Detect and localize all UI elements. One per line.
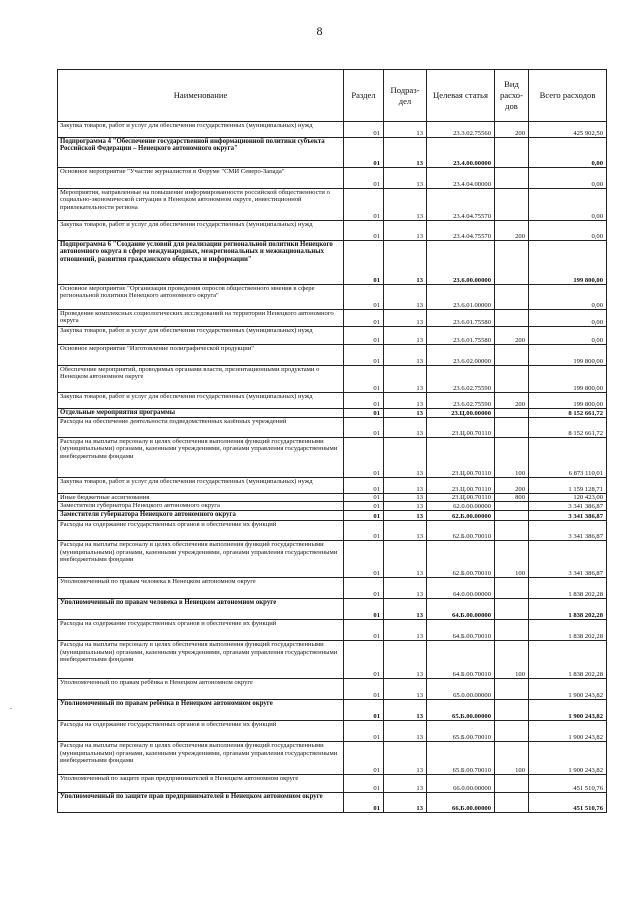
row-razdel: 01 bbox=[344, 366, 384, 393]
row-podrazdel: 13 bbox=[384, 285, 427, 310]
row-razdel: 01 bbox=[344, 721, 384, 742]
table-row bbox=[58, 327, 607, 345]
row-podrazdel: 13 bbox=[384, 168, 427, 189]
row-podrazdel: 13 bbox=[384, 418, 427, 438]
table-row bbox=[58, 285, 607, 310]
row-podrazdel: 13 bbox=[384, 345, 427, 366]
row-total: 1 838 202,28 bbox=[529, 620, 607, 641]
table-row bbox=[58, 502, 607, 511]
row-statya: 23.Ц.00.70110 bbox=[427, 478, 495, 494]
row-name: Расходы на обеспечение деятельности подведомственных казённых учреждений bbox=[58, 418, 344, 438]
row-name: Уполномоченный по правам ребёнка в Ненецком автономном округе bbox=[58, 679, 344, 700]
row-name: Подпрограмма 6 "Создание условий для реализации региональной политики Ненецкого автономного округа в сфере международных, межрегиональных и межнациональных отношений, развития гражданского общества и информации" bbox=[58, 241, 344, 285]
row-name: Основное мероприятие "Участие журналистов в Форуме "СМИ Северо-Запада" bbox=[58, 168, 344, 189]
row-razdel: 01 bbox=[344, 189, 384, 221]
row-vid: 800 bbox=[495, 494, 529, 502]
row-razdel: 01 bbox=[344, 393, 384, 409]
row-podrazdel: 13 bbox=[384, 641, 427, 679]
row-name: Подпрограмма 4 "Обеспечение государственной информационной политики субъекта Российской Федерации – Ненецкого автономного округа" bbox=[58, 138, 344, 168]
row-podrazdel: 13 bbox=[384, 679, 427, 700]
table-row bbox=[58, 775, 607, 793]
row-statya: 62.0.00.00000 bbox=[427, 502, 495, 511]
row-vid: 200 bbox=[495, 122, 529, 138]
row-razdel: 01 bbox=[344, 511, 384, 521]
row-name: Расходы на содержание государственных органов и обеспечение их функций bbox=[58, 620, 344, 641]
row-total: 8 152 661,72 bbox=[529, 409, 607, 418]
row-razdel: 01 bbox=[344, 310, 384, 327]
row-name: Основное мероприятие "Организация проведения опросов общественного мнения в сфере региональной политики Ненецкого автономного округа" bbox=[58, 285, 344, 310]
row-statya: 62.Б.00.00000 bbox=[427, 511, 495, 521]
row-razdel: 01 bbox=[344, 285, 384, 310]
row-vid: 200 bbox=[495, 221, 529, 241]
row-razdel: 01 bbox=[344, 478, 384, 494]
row-vid bbox=[495, 511, 529, 521]
row-statya: 66.0.00.00000 bbox=[427, 775, 495, 793]
row-podrazdel: 13 bbox=[384, 742, 427, 775]
row-vid bbox=[495, 241, 529, 285]
table-row bbox=[58, 599, 607, 620]
row-name: Заместители губернатора Ненецкого автономного округа bbox=[58, 502, 344, 511]
row-vid bbox=[495, 700, 529, 721]
row-razdel: 01 bbox=[344, 502, 384, 511]
row-name: Расходы на выплаты персоналу в целях обеспечения выполнения функций государственными (муниципальными) органами, казенными учреждениями, органами управления государственными внебюджетными фондами bbox=[58, 438, 344, 478]
row-razdel: 01 bbox=[344, 742, 384, 775]
row-podrazdel: 13 bbox=[384, 578, 427, 599]
row-podrazdel: 13 bbox=[384, 494, 427, 502]
row-vid: 100 bbox=[495, 742, 529, 775]
table-row bbox=[58, 418, 607, 438]
row-name: Отдельные мероприятия программы bbox=[58, 409, 344, 418]
table-row bbox=[58, 138, 607, 168]
row-razdel: 01 bbox=[344, 494, 384, 502]
header-name: Наименование bbox=[58, 70, 344, 122]
table-row bbox=[58, 742, 607, 775]
row-name: Расходы на выплаты персоналу в целях обеспечения выполнения функций государственными (муниципальными) органами, казенными учреждениями, органами управления государственными внебюджетными фондами bbox=[58, 541, 344, 578]
row-razdel: 01 bbox=[344, 641, 384, 679]
row-name: Закупка товаров, работ и услуг для обеспечения государственных (муниципальных) нужд bbox=[58, 478, 344, 494]
row-total: 1 838 202,28 bbox=[529, 599, 607, 620]
row-razdel: 01 bbox=[344, 620, 384, 641]
row-name: Расходы на содержание государственных органов и обеспечение их функций bbox=[58, 521, 344, 541]
row-vid bbox=[495, 679, 529, 700]
row-razdel: 01 bbox=[344, 775, 384, 793]
row-total: 199 800,00 bbox=[529, 366, 607, 393]
row-razdel: 01 bbox=[344, 138, 384, 168]
table-row bbox=[58, 168, 607, 189]
row-vid bbox=[495, 521, 529, 541]
row-podrazdel: 13 bbox=[384, 189, 427, 221]
row-vid bbox=[495, 721, 529, 742]
row-statya: 65.0.00.00000 bbox=[427, 679, 495, 700]
table-row bbox=[58, 620, 607, 641]
row-razdel: 01 bbox=[344, 438, 384, 478]
row-razdel: 01 bbox=[344, 221, 384, 241]
row-total: 0,00 bbox=[529, 189, 607, 221]
row-podrazdel: 13 bbox=[384, 122, 427, 138]
row-total: 120 423,00 bbox=[529, 494, 607, 502]
row-razdel: 01 bbox=[344, 327, 384, 345]
row-razdel: 01 bbox=[344, 418, 384, 438]
row-vid bbox=[495, 578, 529, 599]
row-razdel: 01 bbox=[344, 679, 384, 700]
table-row bbox=[58, 541, 607, 578]
row-statya: 64.Б.00.00000 bbox=[427, 599, 495, 620]
row-statya: 65.Б.00.70010 bbox=[427, 742, 495, 775]
row-total: 1 900 243,82 bbox=[529, 700, 607, 721]
row-total: 3 341 386,87 bbox=[529, 511, 607, 521]
row-total: 3 341 386,87 bbox=[529, 521, 607, 541]
row-name: Закупка товаров, работ и услуг для обеспечения государственных (муниципальных) нужд bbox=[58, 327, 344, 345]
row-podrazdel: 13 bbox=[384, 700, 427, 721]
row-razdel: 01 bbox=[344, 578, 384, 599]
row-vid: 100 bbox=[495, 641, 529, 679]
row-vid bbox=[495, 409, 529, 418]
row-statya: 23.6.00.00000 bbox=[427, 241, 495, 285]
row-razdel: 01 bbox=[344, 168, 384, 189]
row-podrazdel: 13 bbox=[384, 310, 427, 327]
table-header-row bbox=[58, 70, 607, 122]
row-total: 6 873 110,01 bbox=[529, 438, 607, 478]
row-total: 8 152 661,72 bbox=[529, 418, 607, 438]
row-name: Уполномоченный по правам человека в Ненецком автономном округе bbox=[58, 578, 344, 599]
row-total: 1 838 202,28 bbox=[529, 578, 607, 599]
row-vid bbox=[495, 775, 529, 793]
row-vid: 200 bbox=[495, 393, 529, 409]
row-name: Уполномоченный по защите прав предпринимателей в Ненецком автономном округе bbox=[58, 793, 344, 813]
row-podrazdel: 13 bbox=[384, 438, 427, 478]
row-statya: 64.0.00.00000 bbox=[427, 578, 495, 599]
row-vid bbox=[495, 138, 529, 168]
table-row bbox=[58, 521, 607, 541]
row-vid bbox=[495, 793, 529, 813]
row-total: 1 900 243,82 bbox=[529, 679, 607, 700]
row-statya: 23.6.01.00000 bbox=[427, 285, 495, 310]
row-razdel: 01 bbox=[344, 345, 384, 366]
row-podrazdel: 13 bbox=[384, 138, 427, 168]
row-podrazdel: 13 bbox=[384, 793, 427, 813]
row-statya: 64.Б.00.70010 bbox=[427, 620, 495, 641]
row-name: Мероприятия, направленные на повышение информированности российской общественности о социально-экономической ситуации в Ненецком автономном округе, инвестиционной привлекательности региона bbox=[58, 189, 344, 221]
row-name: Уполномоченный по защите прав предпринимателей в Ненецком автономном округе bbox=[58, 775, 344, 793]
row-total: 0,00 bbox=[529, 138, 607, 168]
row-total: 0,00 bbox=[529, 310, 607, 327]
row-podrazdel: 13 bbox=[384, 511, 427, 521]
row-statya: 23.4.00.00000 bbox=[427, 138, 495, 168]
row-podrazdel: 13 bbox=[384, 599, 427, 620]
row-statya: 23.6.01.75580 bbox=[427, 310, 495, 327]
row-vid bbox=[495, 285, 529, 310]
row-vid bbox=[495, 310, 529, 327]
row-razdel: 01 bbox=[344, 122, 384, 138]
table-row bbox=[58, 721, 607, 742]
header-podrazdel: Подраз-дел bbox=[384, 70, 427, 122]
row-statya: 23.6.01.75580 bbox=[427, 327, 495, 345]
row-podrazdel: 13 bbox=[384, 502, 427, 511]
row-name: Закупка товаров, работ и услуг для обеспечения государственных (муниципальных) нужд bbox=[58, 221, 344, 241]
row-razdel: 01 bbox=[344, 599, 384, 620]
row-podrazdel: 13 bbox=[384, 541, 427, 578]
row-statya: 65.Б.00.70010 bbox=[427, 721, 495, 742]
row-statya: 23.6.02.75590 bbox=[427, 366, 495, 393]
row-name: Основное мероприятие "Изготовление полиграфической продукции" bbox=[58, 345, 344, 366]
table-row bbox=[58, 641, 607, 679]
table-row bbox=[58, 438, 607, 478]
table-body bbox=[58, 122, 607, 813]
row-name: Заместители губернатора Ненецкого автономного округа bbox=[58, 511, 344, 521]
row-statya: 23.4.04.00000 bbox=[427, 168, 495, 189]
row-name: Уполномоченный по правам ребёнка в Ненецком автономном округе bbox=[58, 700, 344, 721]
row-name: Уполномоченный по правам человека в Ненецком автономном округе bbox=[58, 599, 344, 620]
row-podrazdel: 13 bbox=[384, 620, 427, 641]
row-name: Закупка товаров, работ и услуг для обеспечения государственных (муниципальных) нужд bbox=[58, 122, 344, 138]
row-total: 1 838 202,28 bbox=[529, 641, 607, 679]
row-statya: 66.Б.00.00000 bbox=[427, 793, 495, 813]
table-row bbox=[58, 700, 607, 721]
row-vid bbox=[495, 366, 529, 393]
margin-mark: - bbox=[10, 704, 13, 712]
row-total: 1 900 243,82 bbox=[529, 721, 607, 742]
row-vid bbox=[495, 168, 529, 189]
row-podrazdel: 13 bbox=[384, 721, 427, 742]
header-vid: Вид расхо-дов bbox=[495, 70, 529, 122]
table-row bbox=[58, 122, 607, 138]
row-vid bbox=[495, 189, 529, 221]
row-total: 425 902,50 bbox=[529, 122, 607, 138]
table-row bbox=[58, 189, 607, 221]
row-podrazdel: 13 bbox=[384, 241, 427, 285]
row-statya: 62.Б.00.70010 bbox=[427, 521, 495, 541]
row-podrazdel: 13 bbox=[384, 327, 427, 345]
row-podrazdel: 13 bbox=[384, 478, 427, 494]
table-row bbox=[58, 679, 607, 700]
row-name: Расходы на выплаты персоналу в целях обеспечения выполнения функций государственными (муниципальными) органами, казенными учреждениями, органами управления государственными внебюджетными фондами bbox=[58, 742, 344, 775]
table-row bbox=[58, 345, 607, 366]
row-total: 451 510,76 bbox=[529, 793, 607, 813]
row-total: 3 341 386,87 bbox=[529, 502, 607, 511]
row-name: Закупка товаров, работ и услуг для обеспечения государственных (муниципальных) нужд bbox=[58, 393, 344, 409]
row-razdel: 01 bbox=[344, 700, 384, 721]
row-name: Проведение комплексных социологических исследований на территории Ненецкого автономного округа bbox=[58, 310, 344, 327]
table-row bbox=[58, 494, 607, 502]
row-razdel: 01 bbox=[344, 793, 384, 813]
table-row bbox=[58, 409, 607, 418]
table-row bbox=[58, 793, 607, 813]
row-total: 1 900 243,82 bbox=[529, 742, 607, 775]
row-statya: 23.Ц.00.70110 bbox=[427, 438, 495, 478]
row-total: 199 800,00 bbox=[529, 345, 607, 366]
row-name: Расходы на содержание государственных органов и обеспечение их функций bbox=[58, 721, 344, 742]
row-vid: 200 bbox=[495, 478, 529, 494]
row-total: 199 800,00 bbox=[529, 241, 607, 285]
row-total: 451 510,76 bbox=[529, 775, 607, 793]
row-vid bbox=[495, 599, 529, 620]
header-razdel: Раздел bbox=[344, 70, 384, 122]
row-razdel: 01 bbox=[344, 541, 384, 578]
row-podrazdel: 13 bbox=[384, 221, 427, 241]
header-total: Всего расходов bbox=[529, 70, 607, 122]
row-statya: 65.Б.00.00000 bbox=[427, 700, 495, 721]
row-vid bbox=[495, 620, 529, 641]
row-name: Иные бюджетные ассигнования bbox=[58, 494, 344, 502]
row-statya: 23.4.04.75570 bbox=[427, 189, 495, 221]
row-statya: 23.4.04.75570 bbox=[427, 221, 495, 241]
table-row bbox=[58, 310, 607, 327]
table-row bbox=[58, 478, 607, 494]
row-podrazdel: 13 bbox=[384, 775, 427, 793]
row-statya: 23.3.02.75560 bbox=[427, 122, 495, 138]
table-row bbox=[58, 511, 607, 521]
row-vid bbox=[495, 502, 529, 511]
row-razdel: 01 bbox=[344, 409, 384, 418]
row-vid: 100 bbox=[495, 438, 529, 478]
row-total: 3 341 386,87 bbox=[529, 541, 607, 578]
row-statya: 23.6.02.00000 bbox=[427, 345, 495, 366]
row-statya: 62.Б.00.70010 bbox=[427, 541, 495, 578]
row-vid: 200 bbox=[495, 327, 529, 345]
row-name: Расходы на выплаты персоналу в целях обеспечения выполнения функций государственными (муниципальными) органами, казенными учреждениями, органами управления государственными внебюджетными фондами bbox=[58, 641, 344, 679]
row-total: 0,00 bbox=[529, 285, 607, 310]
row-statya: 23.Ц.00.70110 bbox=[427, 418, 495, 438]
row-podrazdel: 13 bbox=[384, 409, 427, 418]
row-razdel: 01 bbox=[344, 521, 384, 541]
table-row bbox=[58, 221, 607, 241]
page-number: 8 bbox=[316, 24, 323, 38]
row-podrazdel: 13 bbox=[384, 366, 427, 393]
row-total: 0,00 bbox=[529, 221, 607, 241]
header-statya: Целевая статья bbox=[427, 70, 495, 122]
table-row bbox=[58, 366, 607, 393]
row-total: 199 800,00 bbox=[529, 393, 607, 409]
table-row bbox=[58, 241, 607, 285]
row-statya: 23.6.02.75590 bbox=[427, 393, 495, 409]
row-statya: 23.Ц.00.00000 bbox=[427, 409, 495, 418]
row-vid bbox=[495, 418, 529, 438]
row-vid bbox=[495, 345, 529, 366]
row-podrazdel: 13 bbox=[384, 521, 427, 541]
row-total: 0,00 bbox=[529, 327, 607, 345]
row-podrazdel: 13 bbox=[384, 393, 427, 409]
row-total: 1 159 128,71 bbox=[529, 478, 607, 494]
table-row bbox=[58, 578, 607, 599]
row-razdel: 01 bbox=[344, 241, 384, 285]
table-row bbox=[58, 393, 607, 409]
row-total: 0,00 bbox=[529, 168, 607, 189]
row-statya: 64.Б.00.70010 bbox=[427, 641, 495, 679]
row-name: Обеспечение мероприятий, проводимых органами власти, презентационными продуктами о Ненецком автономном округе bbox=[58, 366, 344, 393]
row-vid: 100 bbox=[495, 541, 529, 578]
expenditure-table bbox=[57, 69, 607, 813]
row-statya: 23.Ц.00.70110 bbox=[427, 494, 495, 502]
